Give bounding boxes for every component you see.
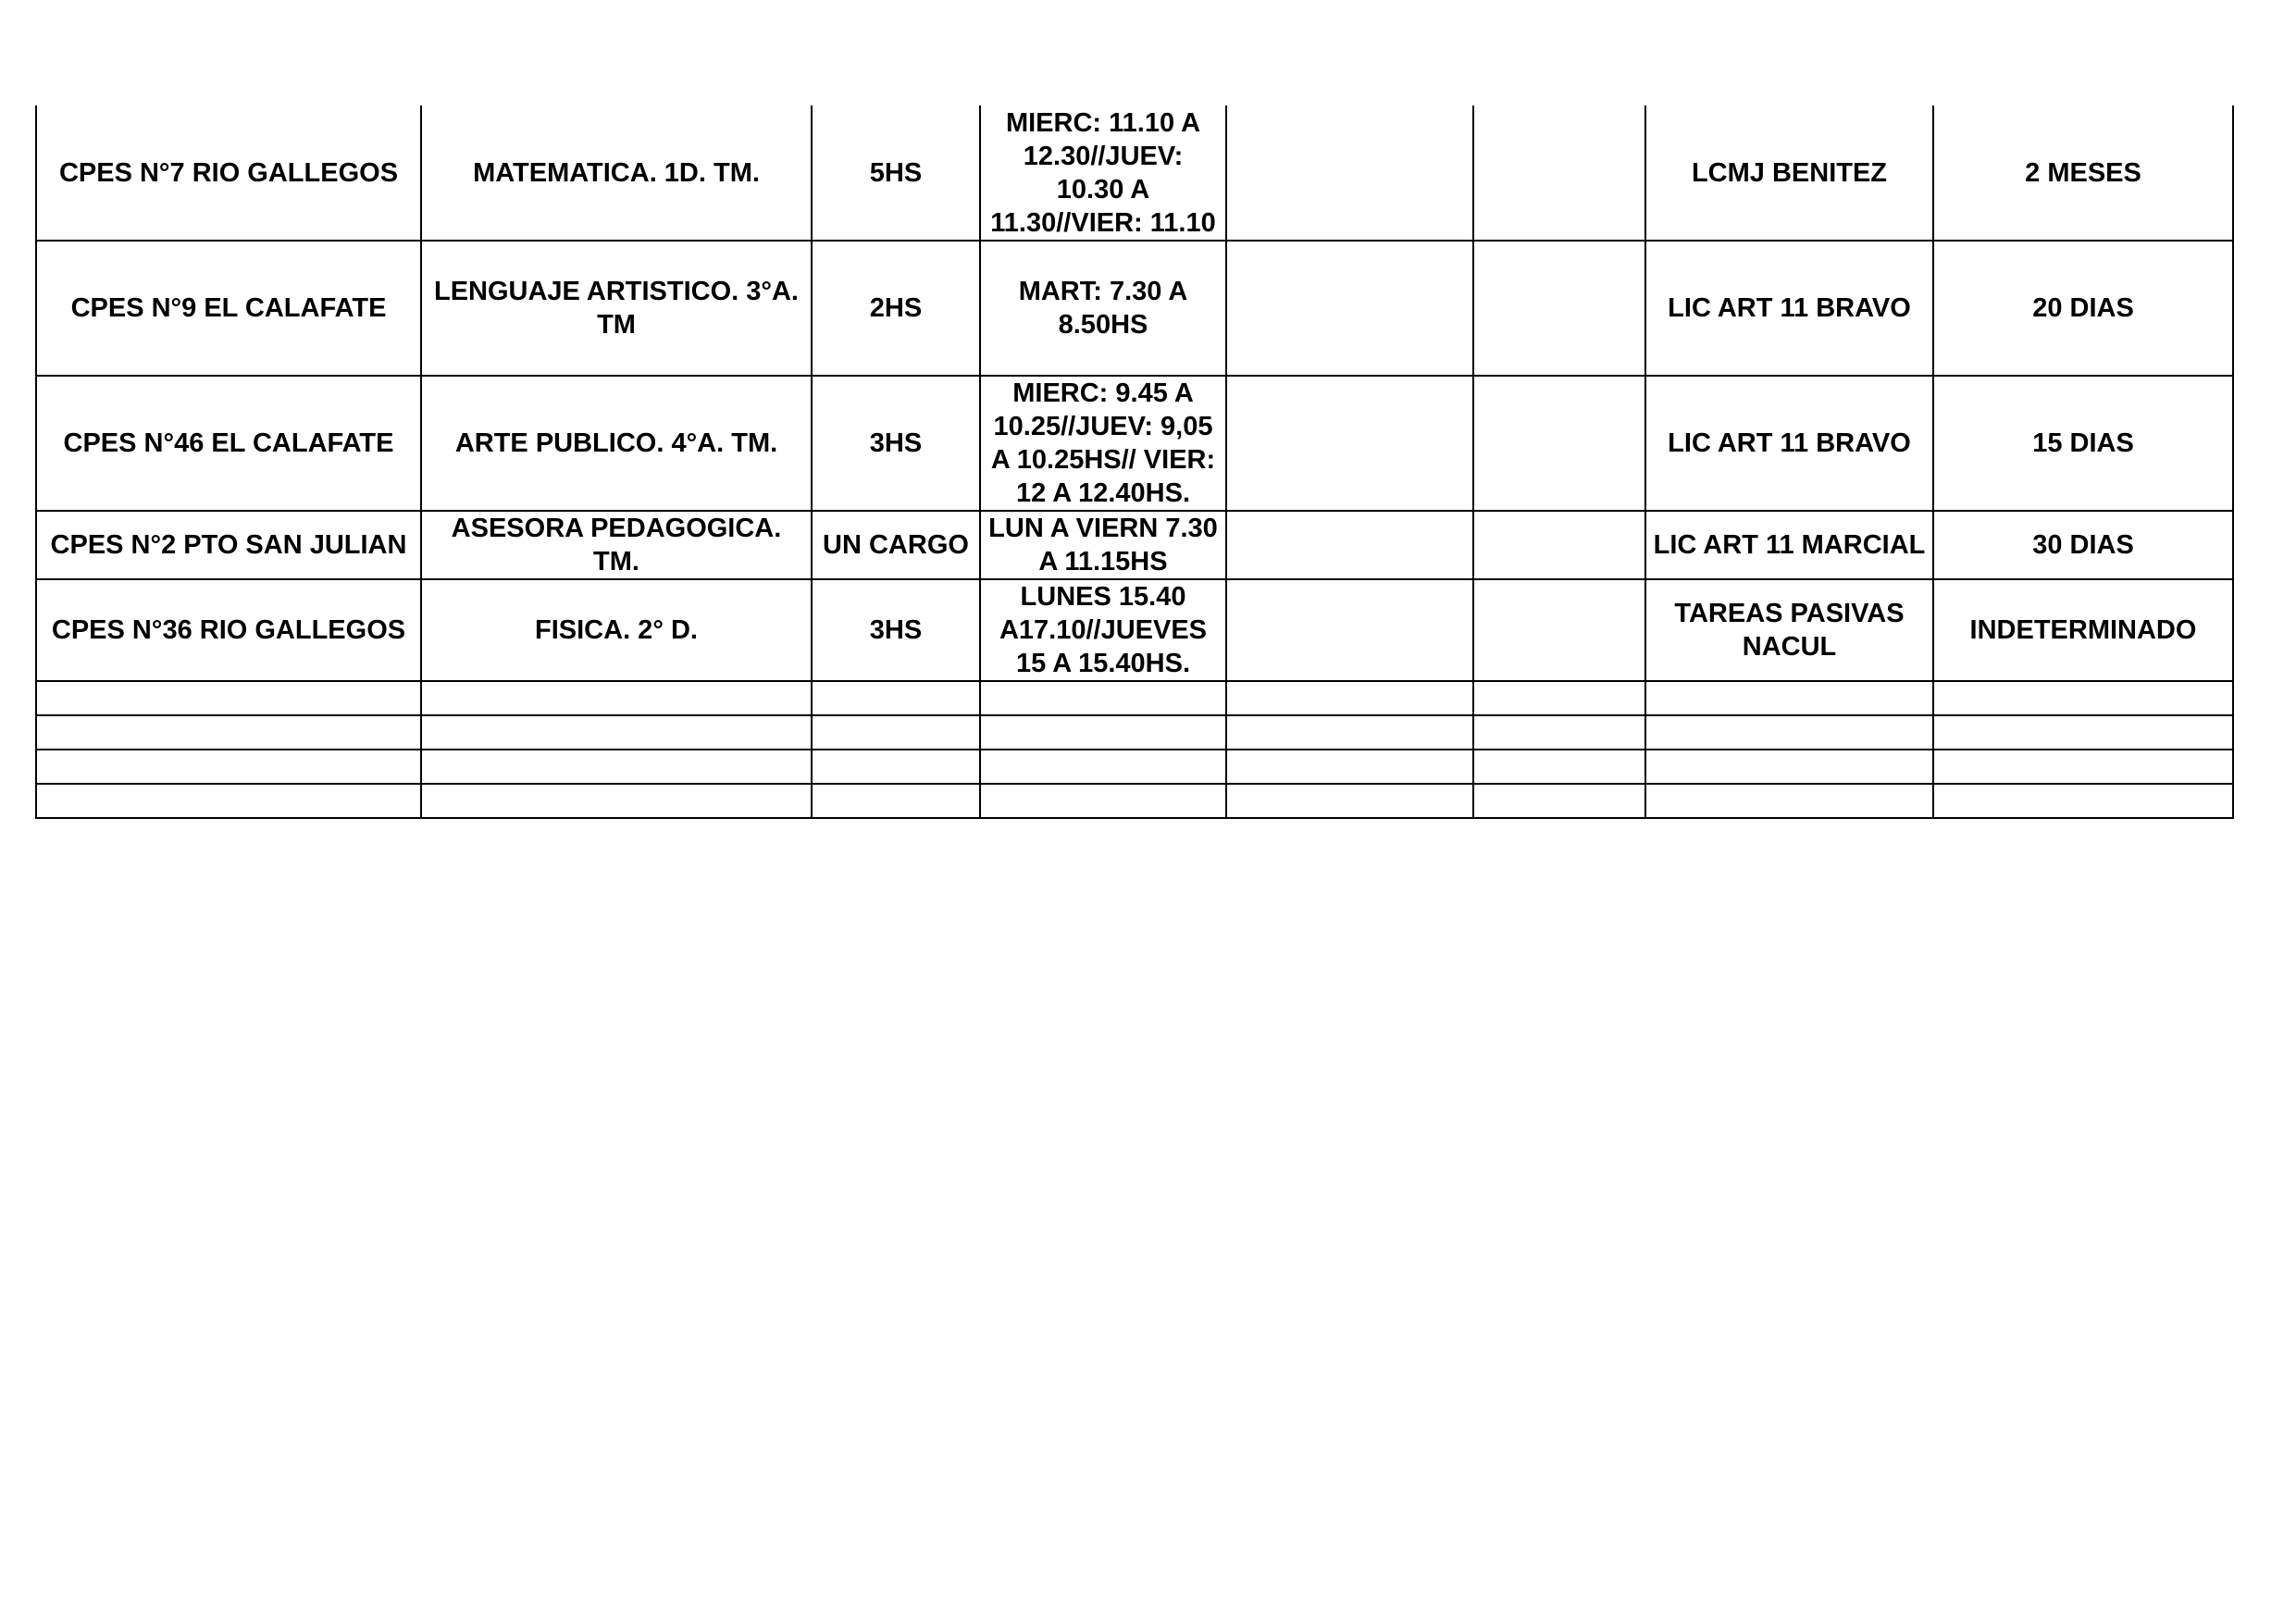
cell-establecimiento: CPES N°36 RIO GALLEGOS <box>36 579 421 681</box>
cell-empty <box>1226 105 1473 241</box>
cell-empty <box>1473 579 1645 681</box>
cell-horario: LUN A VIERN 7.30 A 11.15HS <box>980 511 1226 579</box>
cell-horas: 3HS <box>812 579 980 681</box>
cell-empty <box>36 715 421 750</box>
cell-horas: UN CARGO <box>812 511 980 579</box>
cell-asignatura: LENGUAJE ARTISTICO. 3°A. TM <box>421 241 812 376</box>
cell-motivo: TAREAS PASIVAS NACUL <box>1645 579 1933 681</box>
cell-empty <box>812 750 980 784</box>
cell-horario: MART: 7.30 A 8.50HS <box>980 241 1226 376</box>
cell-empty <box>1473 715 1645 750</box>
cell-empty <box>812 784 980 818</box>
cell-asignatura: FISICA. 2° D. <box>421 579 812 681</box>
cell-empty <box>36 784 421 818</box>
cell-horario: MIERC: 9.45 A 10.25//JUEV: 9,05 A 10.25HS// VIER: 12 A 12.40HS. <box>980 376 1226 511</box>
cell-empty <box>1645 715 1933 750</box>
cell-empty <box>980 681 1226 715</box>
cell-horario: LUNES 15.40 A17.10//JUEVES 15 A 15.40HS. <box>980 579 1226 681</box>
cell-empty <box>36 681 421 715</box>
cell-horas: 2HS <box>812 241 980 376</box>
cell-empty <box>1645 784 1933 818</box>
cell-horas: 5HS <box>812 105 980 241</box>
cell-empty <box>1645 681 1933 715</box>
cell-asignatura: MATEMATICA. 1D. TM. <box>421 105 812 241</box>
cell-asignatura: ARTE PUBLICO. 4°A. TM. <box>421 376 812 511</box>
cell-empty <box>1226 715 1473 750</box>
cell-empty <box>421 681 812 715</box>
cell-horas: 3HS <box>812 376 980 511</box>
cell-empty <box>980 784 1226 818</box>
cell-establecimiento: CPES N°2 PTO SAN JULIAN <box>36 511 421 579</box>
cell-empty <box>421 750 812 784</box>
cell-empty <box>36 750 421 784</box>
cell-empty <box>1226 241 1473 376</box>
cell-empty <box>1473 784 1645 818</box>
table-row-empty <box>36 784 2233 818</box>
cell-establecimiento: CPES N°9 EL CALAFATE <box>36 241 421 376</box>
cell-empty <box>1226 681 1473 715</box>
table-row-empty <box>36 750 2233 784</box>
table-row-empty <box>36 715 2233 750</box>
cell-establecimiento: CPES N°7 RIO GALLEGOS <box>36 105 421 241</box>
cell-empty <box>812 715 980 750</box>
horario-text: MIERC: 11.10 A 12.30//JUEV: 10.30 A 11.30//VIER: 11.10 <box>990 107 1216 238</box>
cell-asignatura: ASESORA PEDAGOGICA. TM. <box>421 511 812 579</box>
cell-empty <box>1226 784 1473 818</box>
cell-motivo: LIC ART 11 BRAVO <box>1645 241 1933 376</box>
cell-empty <box>1933 715 2233 750</box>
cell-horario <box>980 105 1226 241</box>
cell-empty <box>1473 681 1645 715</box>
cell-empty <box>1226 511 1473 579</box>
cell-empty <box>421 784 812 818</box>
table-row <box>36 105 2233 241</box>
cell-empty <box>980 715 1226 750</box>
table-row-empty <box>36 681 2233 715</box>
cell-motivo: LIC ART 11 BRAVO <box>1645 376 1933 511</box>
cell-empty <box>1473 750 1645 784</box>
cell-empty <box>980 750 1226 784</box>
cell-empty <box>1473 376 1645 511</box>
cell-empty <box>1473 241 1645 376</box>
cell-empty <box>1226 750 1473 784</box>
cell-empty <box>812 681 980 715</box>
cell-empty <box>1226 579 1473 681</box>
cell-establecimiento: CPES N°46 EL CALAFATE <box>36 376 421 511</box>
cell-empty <box>1933 784 2233 818</box>
cell-empty <box>1473 105 1645 241</box>
table-row <box>36 579 2233 681</box>
cell-empty <box>421 715 812 750</box>
cell-empty <box>1226 376 1473 511</box>
cell-duracion: INDETERMINADO <box>1933 579 2233 681</box>
cell-duracion: 30 DIAS <box>1933 511 2233 579</box>
cell-empty <box>1473 511 1645 579</box>
table-row <box>36 241 2233 376</box>
cell-motivo: LIC ART 11 MARCIAL <box>1645 511 1933 579</box>
cell-empty <box>1645 750 1933 784</box>
designations-table <box>35 105 2234 819</box>
cell-duracion: 20 DIAS <box>1933 241 2233 376</box>
cell-duracion: 2 MESES <box>1933 105 2233 241</box>
cell-motivo: LCMJ BENITEZ <box>1645 105 1933 241</box>
cell-empty <box>1933 681 2233 715</box>
table-row <box>36 376 2233 511</box>
cell-empty <box>1933 750 2233 784</box>
cell-duracion: 15 DIAS <box>1933 376 2233 511</box>
table-row <box>36 511 2233 579</box>
